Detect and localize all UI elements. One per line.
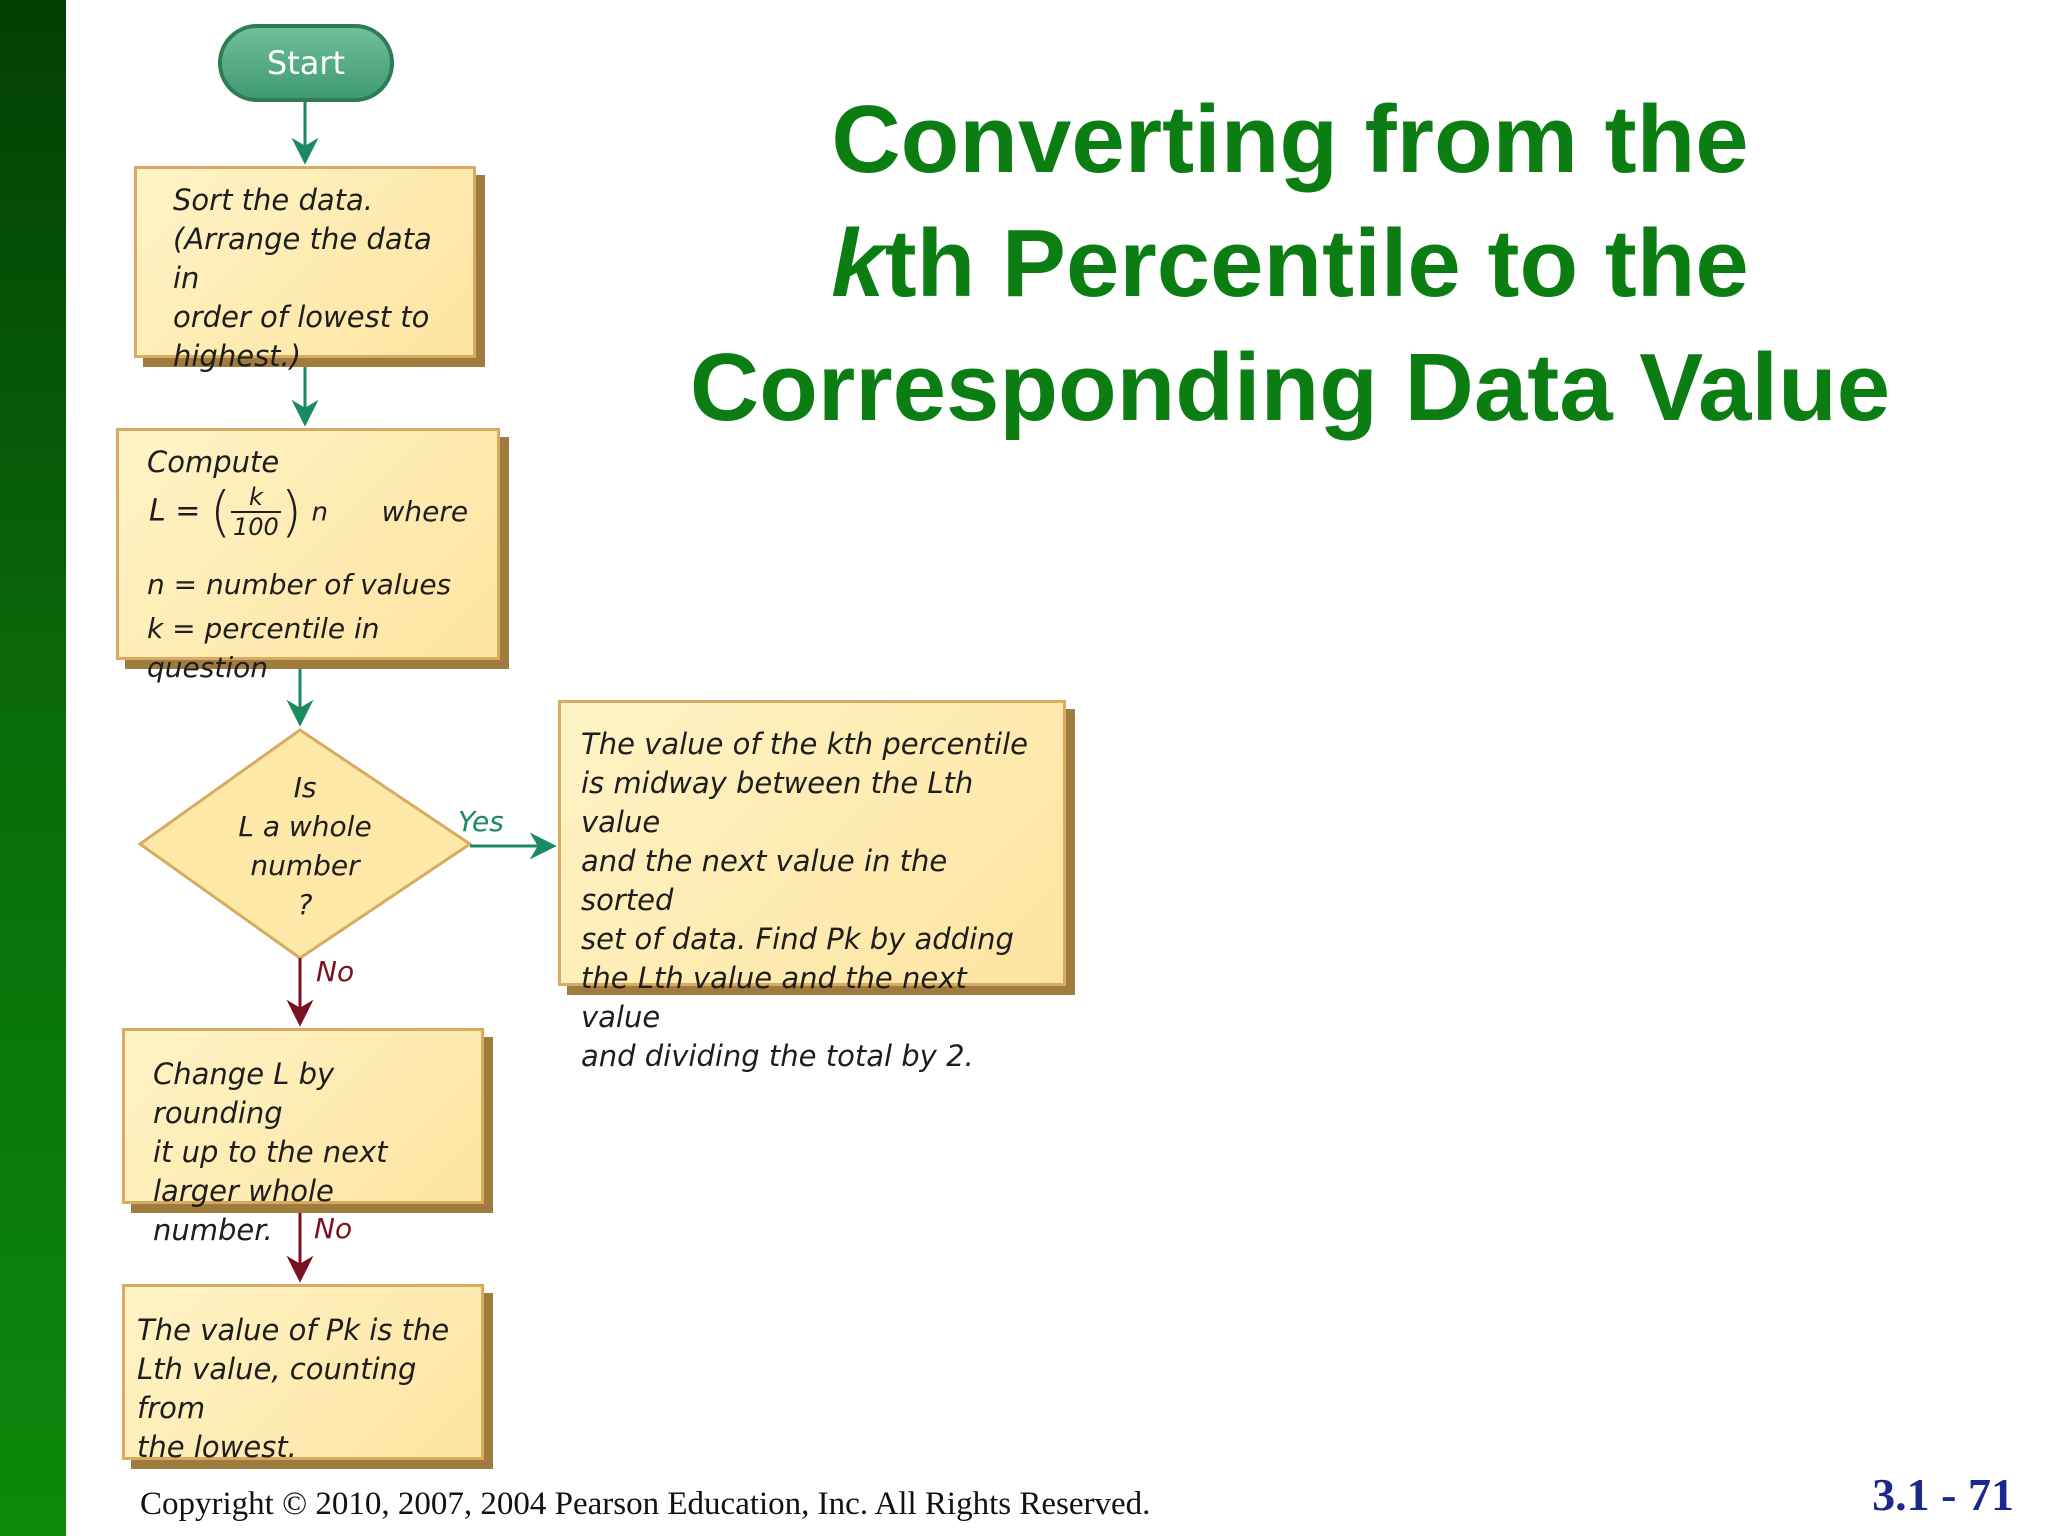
title-line-1: Converting from the: [831, 86, 1749, 193]
sort-line: order of lowest to: [173, 300, 430, 334]
yes-label: Yes: [458, 805, 504, 838]
decision-line: ?: [297, 888, 313, 921]
final-value-box: [122, 1284, 484, 1464]
midway-line: and dividing the total by 2.: [581, 1039, 974, 1073]
round-line: larger whole number.: [153, 1174, 334, 1247]
round-line: it up to the next: [153, 1135, 388, 1169]
sort-line: (Arrange the data in: [173, 222, 432, 295]
fraction: [231, 483, 281, 541]
decision-text: [200, 768, 410, 924]
compute-heading: Compute: [147, 445, 280, 479]
start-terminal: Start: [218, 24, 394, 102]
slide-number: 3.1 - 71: [1872, 1469, 2014, 1520]
decision-line: Is: [293, 771, 317, 804]
no-label-2: No: [314, 1212, 353, 1245]
midway-line: the Lth value and the next value: [581, 961, 967, 1034]
formula-lhs: L =: [149, 493, 201, 529]
definition-n: n = number of values: [147, 568, 452, 601]
paren-open: (: [209, 480, 232, 544]
no-label-1: No: [316, 955, 355, 988]
final-line: Lth value, counting from: [137, 1352, 417, 1425]
sort-box: [134, 166, 476, 373]
final-line: The value of Pk is the: [137, 1313, 450, 1347]
midway-line: and the next value in the sorted: [581, 844, 948, 917]
paren-close: ): [280, 480, 302, 544]
round-line: Change L by rounding: [153, 1057, 335, 1130]
title-italic-k: k: [831, 210, 885, 317]
title-line-2: th Percentile to the: [884, 210, 1749, 317]
copyright-footer: Copyright © 2010, 2007, 2004 Pearson Education, Inc. All Rights Reserved.: [140, 1486, 1151, 1522]
fraction-denominator: 100: [233, 513, 279, 541]
sort-line: Sort the data.: [173, 183, 374, 217]
midway-line: is midway between the Lth value: [581, 766, 974, 839]
final-line: the lowest.: [137, 1430, 297, 1464]
midway-line: set of data. Find Pk by adding: [581, 922, 1014, 956]
fraction-numerator: k: [231, 483, 281, 513]
compute-box: [116, 428, 500, 684]
title-line-3: Corresponding Data Value: [689, 334, 1891, 441]
decision-line: number: [250, 849, 360, 882]
formula-n: n: [311, 497, 328, 528]
decision-line: L a whole: [238, 810, 372, 843]
midway-line: The value of the kth percentile: [581, 727, 1028, 761]
percentile-formula: [149, 480, 469, 544]
midway-box: [558, 700, 1066, 1073]
definition-k: k = percentile in question: [147, 612, 380, 684]
sort-line: highest.): [173, 339, 302, 373]
formula-where: where: [381, 494, 469, 528]
